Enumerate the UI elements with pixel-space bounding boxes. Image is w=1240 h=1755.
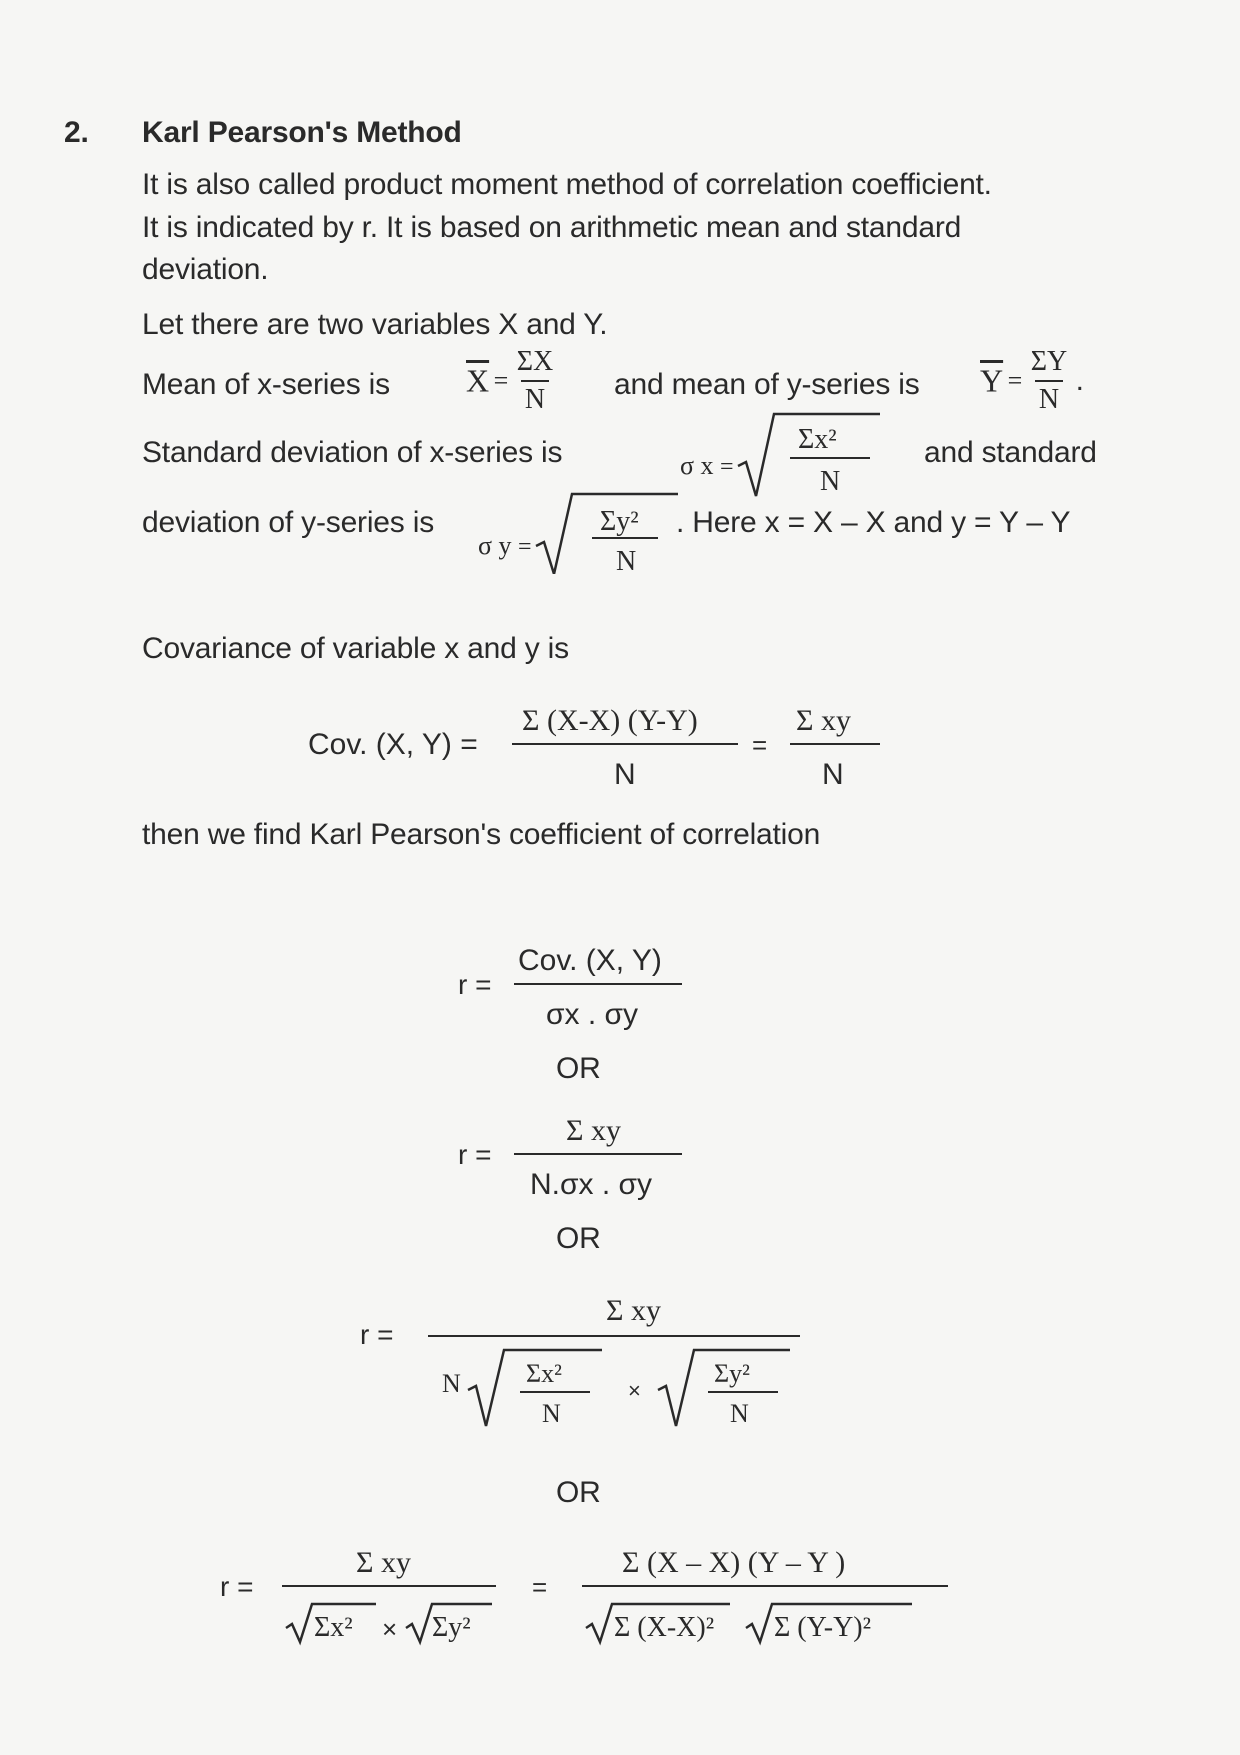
sd-x-formula (680, 404, 890, 504)
formula-3-sqrt-y-numerator: Σy² (714, 1359, 750, 1388)
mean-y-fraction (1027, 346, 1072, 416)
sd-y-equals: = (518, 534, 532, 560)
cov-denominator-2: N (822, 758, 844, 791)
mean-y-symbol: $\overline{Y}$ (980, 362, 1004, 399)
formula-4-den-1b: Σy² (432, 1612, 471, 1643)
formula-4-den-2a: Σ (X-X)² (614, 1612, 715, 1643)
sd-x-equals: = (720, 454, 734, 480)
formula-2 (450, 1100, 710, 1210)
sd-text-2: and standard (924, 436, 1097, 469)
formula-3-n: N (442, 1369, 461, 1398)
sd-text-3: deviation of y-series is (142, 506, 434, 539)
formula-4-equals: = (532, 1572, 548, 1602)
mean-y-denominator: N (1035, 380, 1063, 416)
covariance-label: Covariance of variable x and y is (142, 632, 569, 665)
mean-end-period: . (1075, 364, 1084, 397)
formula-2-lhs: r = (458, 1139, 492, 1170)
formula-3-sqrt-y-denominator: N (730, 1399, 749, 1428)
formula-4 (210, 1530, 970, 1660)
formula-4-numerator-1: Σ xy (356, 1546, 411, 1579)
cov-numerator-2: Σ xy (796, 704, 851, 737)
formula-1 (450, 930, 710, 1040)
formula-1-denominator: σx . σy (546, 998, 639, 1031)
mean-y-formula (980, 346, 1084, 416)
formula-3-lhs: r = (360, 1319, 394, 1350)
or-1: OR (556, 1052, 601, 1085)
cov-lhs: Cov. (X, Y) = (308, 728, 478, 761)
or-3: OR (556, 1476, 601, 1509)
formula-3-sqrt-x-denominator: N (542, 1399, 561, 1428)
mean-x-formula (466, 346, 557, 416)
mean-x-fraction (513, 346, 558, 416)
formula-4-den-2b: Σ (Y-Y)² (774, 1612, 872, 1643)
covariance-formula (300, 690, 900, 800)
cov-numerator: Σ (X-X) (Y-Y) (522, 704, 698, 737)
sd-x-denominator: N (820, 466, 841, 497)
cov-equals: = (752, 730, 768, 760)
mean-text-2: and mean of y-series is (614, 368, 920, 401)
or-2: OR (556, 1222, 601, 1255)
formula-2-denominator: N.σx . σy (530, 1168, 653, 1201)
mean-y-equals: = (1007, 366, 1023, 395)
formula-4-times: × (382, 1614, 398, 1644)
formula-4-numerator-2: Σ (X – X) (Y – Y ) (622, 1546, 846, 1579)
sd-x-numerator: Σx² (798, 424, 837, 455)
sd-y-denominator: N (616, 546, 637, 574)
mean-y-numerator: ΣY (1030, 346, 1068, 377)
formula-3-sqrt-x-numerator: Σx² (526, 1359, 562, 1388)
sigma-x-symbol: σ x (680, 451, 714, 480)
mean-x-equals: = (493, 366, 509, 395)
formula-4-den-1a: Σx² (314, 1612, 353, 1643)
mean-text-1: Mean of x-series is (142, 368, 390, 401)
sd-here-text: . Here x = X – X and y = Y – Y (676, 506, 1071, 539)
sd-y-formula (478, 474, 688, 574)
sd-text-1: Standard deviation of x-series is (142, 436, 563, 469)
formula-3 (350, 1280, 820, 1450)
sd-y-numerator: Σy² (600, 506, 639, 537)
intro-line-2: It is indicated by r. It is based on arithmetic mean and standard (142, 211, 962, 244)
formula-4-lhs: r = (220, 1571, 254, 1602)
intro-line-3: deviation. (142, 253, 269, 286)
formula-2-numerator: Σ xy (566, 1114, 621, 1147)
section-number: 2. (64, 116, 89, 149)
then-line: then we find Karl Pearson's coefficient of correlation (142, 818, 821, 851)
variables-line: Let there are two variables X and Y. (142, 308, 608, 341)
mean-x-denominator: N (521, 380, 549, 416)
formula-3-times: × (628, 1378, 641, 1403)
mean-x-symbol: $\overline{X}$ (466, 362, 490, 399)
formula-3-numerator: Σ xy (606, 1294, 661, 1327)
sigma-y-symbol: σ y (478, 531, 512, 560)
formula-1-lhs: r = (458, 969, 492, 1000)
section-title: Karl Pearson's Method (142, 116, 462, 149)
mean-x-numerator: ΣX (516, 346, 554, 377)
cov-denominator: N (614, 758, 636, 791)
formula-1-numerator: Cov. (X, Y) (518, 944, 662, 977)
intro-line-1: It is also called product moment method of correlation coefficient. (142, 168, 992, 201)
